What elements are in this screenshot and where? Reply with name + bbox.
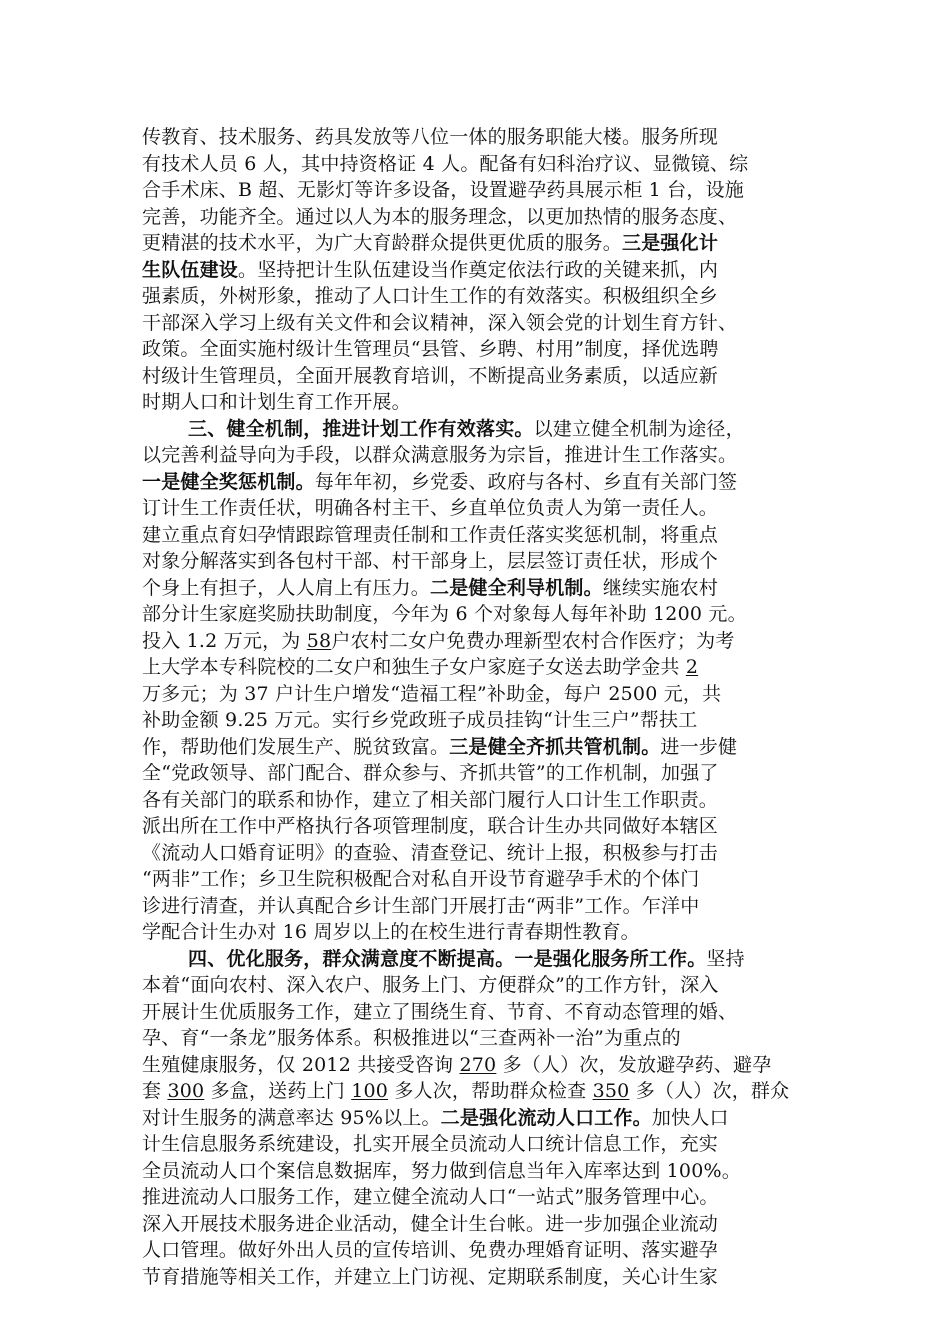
text-line [142,707,814,734]
text-line [142,893,814,920]
text-run: 多盒，送药上门 [204,1080,352,1102]
text-run: 全员流动人口个案信息数据库，努力做到信息当年入库率达到 100%。 [142,1159,741,1182]
bold-text: 二是强化流动人口工作。 [440,1106,652,1129]
underlined-number: 2 [685,656,699,678]
text-line [142,575,814,602]
text-run: 万多元；为 37 户计生户增发“造福工程”补助金，每户 2500 元，共 [142,682,722,705]
text-run: 村级计生管理员，全面开展教育培训，不断提高业务素质，以适应新 [142,364,719,387]
text-line [142,628,814,655]
text-line [142,840,814,867]
text-run: 各有关部门的联系和协作，建立了相关部门履行人口计生工作职责。 [142,788,719,811]
paragraph [142,124,814,416]
text-line [142,442,814,469]
text-line [142,681,814,708]
text-line [142,866,814,893]
text-line [142,151,814,178]
text-run: 补助金额 9.25 万元。实行乡党政班子成员挂钩“计生三户”帮扶工 [142,709,698,731]
bold-text: 三是健全齐抓共管机制。 [449,735,661,758]
text-run: 本着“面向农村、深入农户、服务上门、方便群众”的工作方针，深入 [142,974,719,996]
text-line [142,919,814,946]
bold-text: 一是健全奖惩机制。 [142,470,315,493]
text-line [142,177,814,204]
text-line [142,1052,814,1079]
text-line [142,972,814,999]
text-run: 投入 1.2 万元，为 [142,629,307,652]
text-line [142,230,814,257]
text-line [142,1184,814,1211]
bold-text: 二是健全利导机制。 [430,576,603,599]
text-line [142,416,814,443]
text-line [142,389,814,416]
text-line [142,787,814,814]
text-run: 套 [142,1080,168,1102]
text-run: 《流动人口婚育证明》的查验、清查登记、统计上报，积极参与打击 [142,841,719,864]
text-run: 多（人）次，群众 [629,1080,790,1102]
text-run: 有技术人员 6 人，其中持资格证 4 人。配备有妇科治疗议、显微镜、综 [142,152,749,175]
bold-text: 三是强化计 [622,232,719,254]
text-line [142,1131,814,1158]
text-run: 深入开展技术服务进企业活动，健全计生台帐。进一步加强企业流动 [142,1212,719,1235]
paragraph [142,946,814,1291]
text-line [142,1237,814,1264]
text-line [142,548,814,575]
text-line [142,495,814,522]
text-run: 推进流动人口服务工作，建立健全流动人口“一站式”服务管理中心。 [142,1186,719,1208]
text-line [142,1025,814,1052]
text-run: 学配合计生办对 16 周岁以上的在校生进行青春期性教育。 [142,921,640,943]
paragraph [142,416,814,946]
text-run: 对象分解落实到各包村干部、村干部身上，层层签订责任状，形成个 [142,550,719,572]
text-line [142,1211,814,1238]
text-run: 完善，功能齐全。通过以人为本的服务理念，以更加热情的服务态度、 [142,205,738,228]
text-run: 个身上有担子，人人肩上有压力。 [142,576,431,599]
bold-text: 三、健全机制，推进计划工作有效落实。 [188,417,534,440]
text-run: 每年年初，乡党委、政府与各村、乡直有关部门签 [314,470,738,493]
text-line [142,1105,814,1132]
text-run: 开展计生优质服务工作，建立了围绕生育、节育、不育动态管理的婚、 [142,1000,738,1023]
text-line [142,257,814,284]
text-run: 派出所在工作中严格执行各项管理制度，联合计生办共同做好本辖区 [142,815,719,837]
text-run: 部分计生家庭奖励扶助制度，今年为 6 个对象每人每年补助 1200 元。 [142,603,747,625]
text-run: 生殖健康服务，仅 2012 共接受咨询 [142,1053,460,1076]
text-run: 合手术床、B 超、无影灯等许多设备，设置避孕药具展示柜 1 台，设施 [142,179,744,201]
text-run: 多人次，帮助群众检查 [388,1080,593,1102]
underlined-number: 100 [351,1080,389,1102]
text-run: 坚持 [706,947,745,970]
text-line [142,734,814,761]
text-line [142,1264,814,1291]
document-body [142,124,814,1290]
text-run: 。坚持把计生队伍建设当作奠定依法行政的关键来抓，内 [238,258,719,281]
text-line [142,1158,814,1185]
underlined-number: 300 [167,1080,205,1102]
text-run: 户农村二女户免费办理新型农村合作医疗；为考 [331,629,735,652]
text-run: 以建立健全机制为途径， [533,417,745,440]
text-line [142,363,814,390]
text-line [142,204,814,231]
text-run: 继续实施农村 [602,576,719,599]
text-line [142,124,814,151]
text-line [142,654,814,681]
text-line [142,946,814,973]
underlined-number: 58 [306,629,332,652]
text-run: 政策。全面实施村级计生管理员“县管、乡聘、村用”制度，择优选聘 [142,338,719,360]
text-line [142,601,814,628]
text-line [142,1078,814,1105]
text-run: 诊进行清查，并认真配合乡计生部门开展打击“两非”工作。乍洋中 [142,894,700,917]
text-run: 以完善利益导向为手段，以群众满意服务为宗旨，推进计生工作落实。 [142,444,738,466]
text-run: 人口管理。做好外出人员的宣传培训、免费办理婚育证明、落实避孕 [142,1239,719,1261]
text-run: 作，帮助他们发展生产、脱贫致富。 [142,735,450,758]
text-run: 干部深入学习上级有关文件和会议精神，深入领会党的计划生育方针、 [142,311,738,334]
text-run: 更精湛的技术水平，为广大育龄群众提供更优质的服务。 [142,232,623,254]
text-run: 上大学本专科院校的二女户和独生子女户家庭子女送去助学金共 [142,656,686,678]
text-run: 全“党政领导、部门配合、群众参与、齐抓共管”的工作机制，加强了 [142,762,719,784]
text-run: 传教育、技术服务、药具发放等八位一体的服务职能大楼。服务所现 [142,126,719,148]
text-run: 强素质，外树形象，推动了人口计生工作的有效落实。积极组织全乡 [142,285,719,307]
text-run: 订计生工作责任状，明确各村主干、乡直单位负责人为第一责任人。 [142,497,719,519]
text-line [142,813,814,840]
text-run: 对计生服务的满意率达 95%以上。 [142,1106,441,1129]
text-line [142,336,814,363]
text-run: 加快人口 [651,1106,729,1129]
text-run: 进一步健 [660,735,738,758]
text-run: 孕、育“一条龙”服务体系。积极推进以“三查两补一治”为重点的 [142,1027,681,1049]
text-line [142,310,814,337]
text-line [142,522,814,549]
bold-text: 四、优化服务，群众满意度不断提高。一是强化服务所工作。 [188,947,707,970]
underlined-number: 350 [592,1080,630,1102]
underlined-number: 270 [459,1053,497,1076]
text-line [142,469,814,496]
text-run: 节育措施等相关工作，并建立上门访视、定期联系制度，关心计生家 [142,1265,719,1288]
text-line [142,283,814,310]
text-run: 时期人口和计划生育工作开展。 [142,391,411,413]
text-run: 计生信息服务系统建设，扎实开展全员流动人口统计信息工作，充实 [142,1133,719,1155]
text-line [142,760,814,787]
text-line [142,999,814,1026]
text-run: 建立重点育妇孕情跟踪管理责任制和工作责任落实奖惩机制，将重点 [142,523,719,546]
text-run: 多（人）次，发放避孕药、避孕 [496,1053,772,1076]
bold-text: 生队伍建设 [142,258,239,281]
text-run: “两非”工作；乡卫生院积极配合对私自开设节育避孕手术的个体门 [142,868,700,890]
